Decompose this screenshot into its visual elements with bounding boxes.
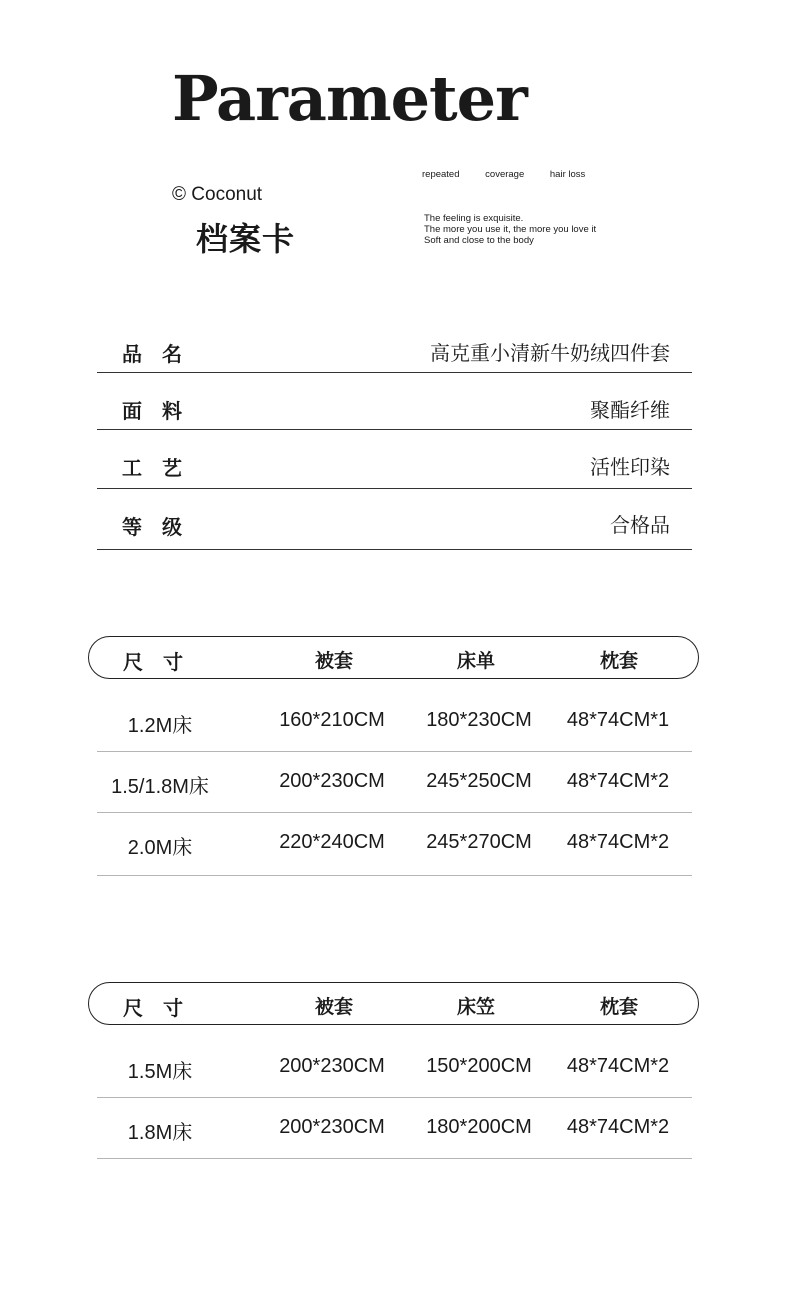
param-row-name [97, 330, 692, 373]
cell-pillowcase: 48*74CM*2 [566, 1116, 670, 1138]
table1-header [88, 636, 699, 679]
slogan [424, 213, 596, 246]
row-divider [97, 1158, 692, 1159]
header-pillowcase: 枕套 [599, 996, 639, 1018]
cell-bed-sheet: 245*250CM [426, 770, 532, 792]
param-row-craft [97, 430, 692, 489]
cell-size: 1.5M床 [127, 1061, 193, 1083]
slogan-line: Soft and close to the body [424, 235, 534, 246]
param-key: 品名 [122, 342, 202, 366]
cell-fitted-sheet: 180*200CM [426, 1116, 532, 1138]
cell-size: 2.0M床 [127, 837, 193, 859]
cell-duvet-cover: 200*230CM [279, 770, 385, 792]
param-key: 工艺 [122, 456, 202, 480]
cell-fitted-sheet: 150*200CM [426, 1055, 532, 1077]
brand-name: © Coconut [172, 184, 263, 205]
cell-bed-sheet: 245*270CM [426, 831, 532, 853]
slogan-line: The feeling is exquisite. [424, 213, 524, 224]
param-value: 合格品 [610, 513, 670, 537]
header-duvet-cover: 被套 [314, 650, 354, 672]
row-divider [97, 875, 692, 876]
param-value: 聚酯纤维 [590, 398, 670, 422]
tag-repeated: repeated [422, 169, 460, 180]
page-title: Parameter [172, 62, 527, 135]
cell-bed-sheet: 180*230CM [426, 709, 532, 731]
tag-hair-loss: hair loss [549, 169, 586, 180]
tag-coverage: coverage [485, 169, 525, 180]
cell-pillowcase: 48*74CM*2 [566, 1055, 670, 1077]
param-row-grade [97, 489, 692, 550]
cell-duvet-cover: 200*230CM [279, 1055, 385, 1077]
header-bed-sheet: 床单 [456, 650, 496, 672]
header-duvet-cover: 被套 [314, 996, 354, 1018]
header-pillowcase: 枕套 [599, 650, 639, 672]
row-divider [97, 751, 692, 752]
cell-pillowcase: 48*74CM*1 [566, 709, 670, 731]
cell-pillowcase: 48*74CM*2 [566, 831, 670, 853]
param-key: 等级 [122, 515, 202, 539]
cell-duvet-cover: 220*240CM [279, 831, 385, 853]
param-row-fabric [97, 373, 692, 430]
cell-pillowcase: 48*74CM*2 [566, 770, 670, 792]
header-size: 尺寸 [123, 650, 203, 674]
param-key: 面料 [122, 399, 202, 423]
cell-size: 1.5/1.8M床 [111, 776, 209, 798]
cell-size: 1.2M床 [127, 715, 193, 737]
row-divider [97, 1097, 692, 1098]
feature-tags [422, 169, 608, 180]
card-subtitle: 档案卡 [196, 220, 296, 258]
param-value: 活性印染 [590, 455, 670, 479]
row-divider [97, 812, 692, 813]
cell-size: 1.8M床 [127, 1122, 193, 1144]
cell-duvet-cover: 160*210CM [279, 709, 385, 731]
cell-duvet-cover: 200*230CM [279, 1116, 385, 1138]
table2-header [88, 982, 699, 1025]
header-fitted-sheet: 床笠 [456, 996, 496, 1018]
param-value: 高克重小清新牛奶绒四件套 [430, 341, 670, 365]
slogan-line: The more you use it, the more you love it [424, 224, 597, 235]
header-size: 尺寸 [123, 996, 203, 1020]
